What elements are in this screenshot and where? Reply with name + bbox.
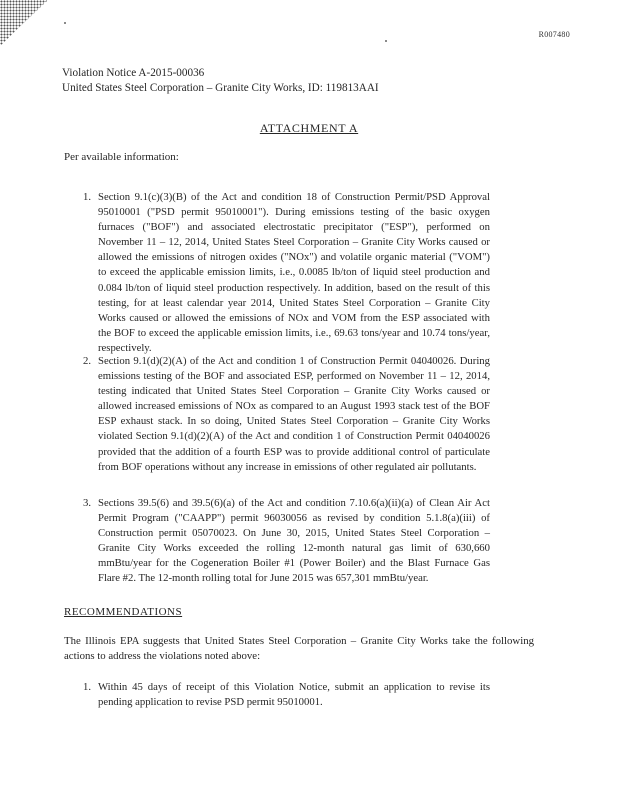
item-text: Section 9.1(d)(2)(A) of the Act and condition 1 of Construction Permit 04040026. During emissions testing of the BOF and associated ESP, performed on November 11 – 12, 2014, testing indicated that United States Steel Corporation – Granite City Works caused or allowed increased emissions of NOx as compared to an August 1993 stack test of the BOF ESP exhaust stack. In so doing, United States Steel Corporation – Granite City Works violated Section 9.1(d)(2)(A) of the Act and condition 1 of Construction Permit 04040026 provided that the addition of a fourth ESP was to provide additional control of particulate from BOF operations without any increase in emissions of other regulated air pollutants. (98, 355, 490, 473)
item-number: 2. (83, 355, 92, 367)
item-number: 3. (83, 497, 92, 509)
bates-number: R007480 (538, 30, 570, 39)
facility-line: United States Steel Corporation – Granite City Works, ID: 119813AAI (62, 82, 379, 94)
item-text: Within 45 days of receipt of this Violation Notice, submit an application to revise its pending application to revise PSD permit 95010001. (98, 681, 490, 709)
recommendations-heading: RECOMMENDATIONS (64, 606, 183, 618)
document-header (62, 66, 379, 96)
scan-speck (385, 40, 387, 42)
item-text: Sections 39.5(6) and 39.5(6)(a) of the Act and condition 7.10.6(a)(ii)(a) of Clean Air Act Permit Program ("CAAPP") permit 96030056 as revised by condition 5.1.8(a)(iii) of Construction permit 05070023. On June 30, 2015, United States Steel Corporation – Granite City Works exceeded the rolling 12-month natural gas limit of 630,660 mmBtu/year for the Cogeneration Boiler #1 (Power Boiler) and the Blast Furnace Gas Flare #2. The 12-month rolling total for June 2015 was 657,301 mmBtu/year. (98, 497, 490, 585)
recommendations-intro: The Illinois EPA suggests that United States Steel Corporation – Granite City Works take the following actions to address the violations noted above: (64, 635, 534, 662)
intro-text: Per available information: (64, 151, 179, 163)
item-text: Section 9.1(c)(3)(B) of the Act and condition 18 of Construction Permit/PSD Approval 95010001 ("PSD permit 95010001"). During emissions testing of the basic oxygen furnaces ("BOF") and associated electrostatic precipitator ("ESP"), performed on November 11 – 12, 2014, United States Steel Corporation – Granite City Works caused or allowed the emissions of nitrogen oxides ("NOx") and volatile organic material ("VOM") to exceed the applicable emission limits, i.e., 0.0085 lb/ton of liquid steel production and 0.084 lb/ton of liquid steel production respectively. In addition, based on the result of this testing, for at least calendar year 2014, United States Steel Corporation – Granite City Works caused or allowed the emissions of NOx and VOM from the ESP associated with the BOF to exceed the applicable emission limits, i.e., 69.63 tons/year and 10.74 tons/year, respectively. (98, 191, 490, 354)
page-title: ATTACHMENT A (259, 121, 359, 135)
scan-corner-mark (0, 0, 48, 46)
violation-notice-line: Violation Notice A-2015-00036 (62, 67, 205, 79)
item-number: 1. (83, 191, 92, 203)
item-number: 1. (83, 681, 92, 693)
scan-speck (64, 22, 66, 24)
